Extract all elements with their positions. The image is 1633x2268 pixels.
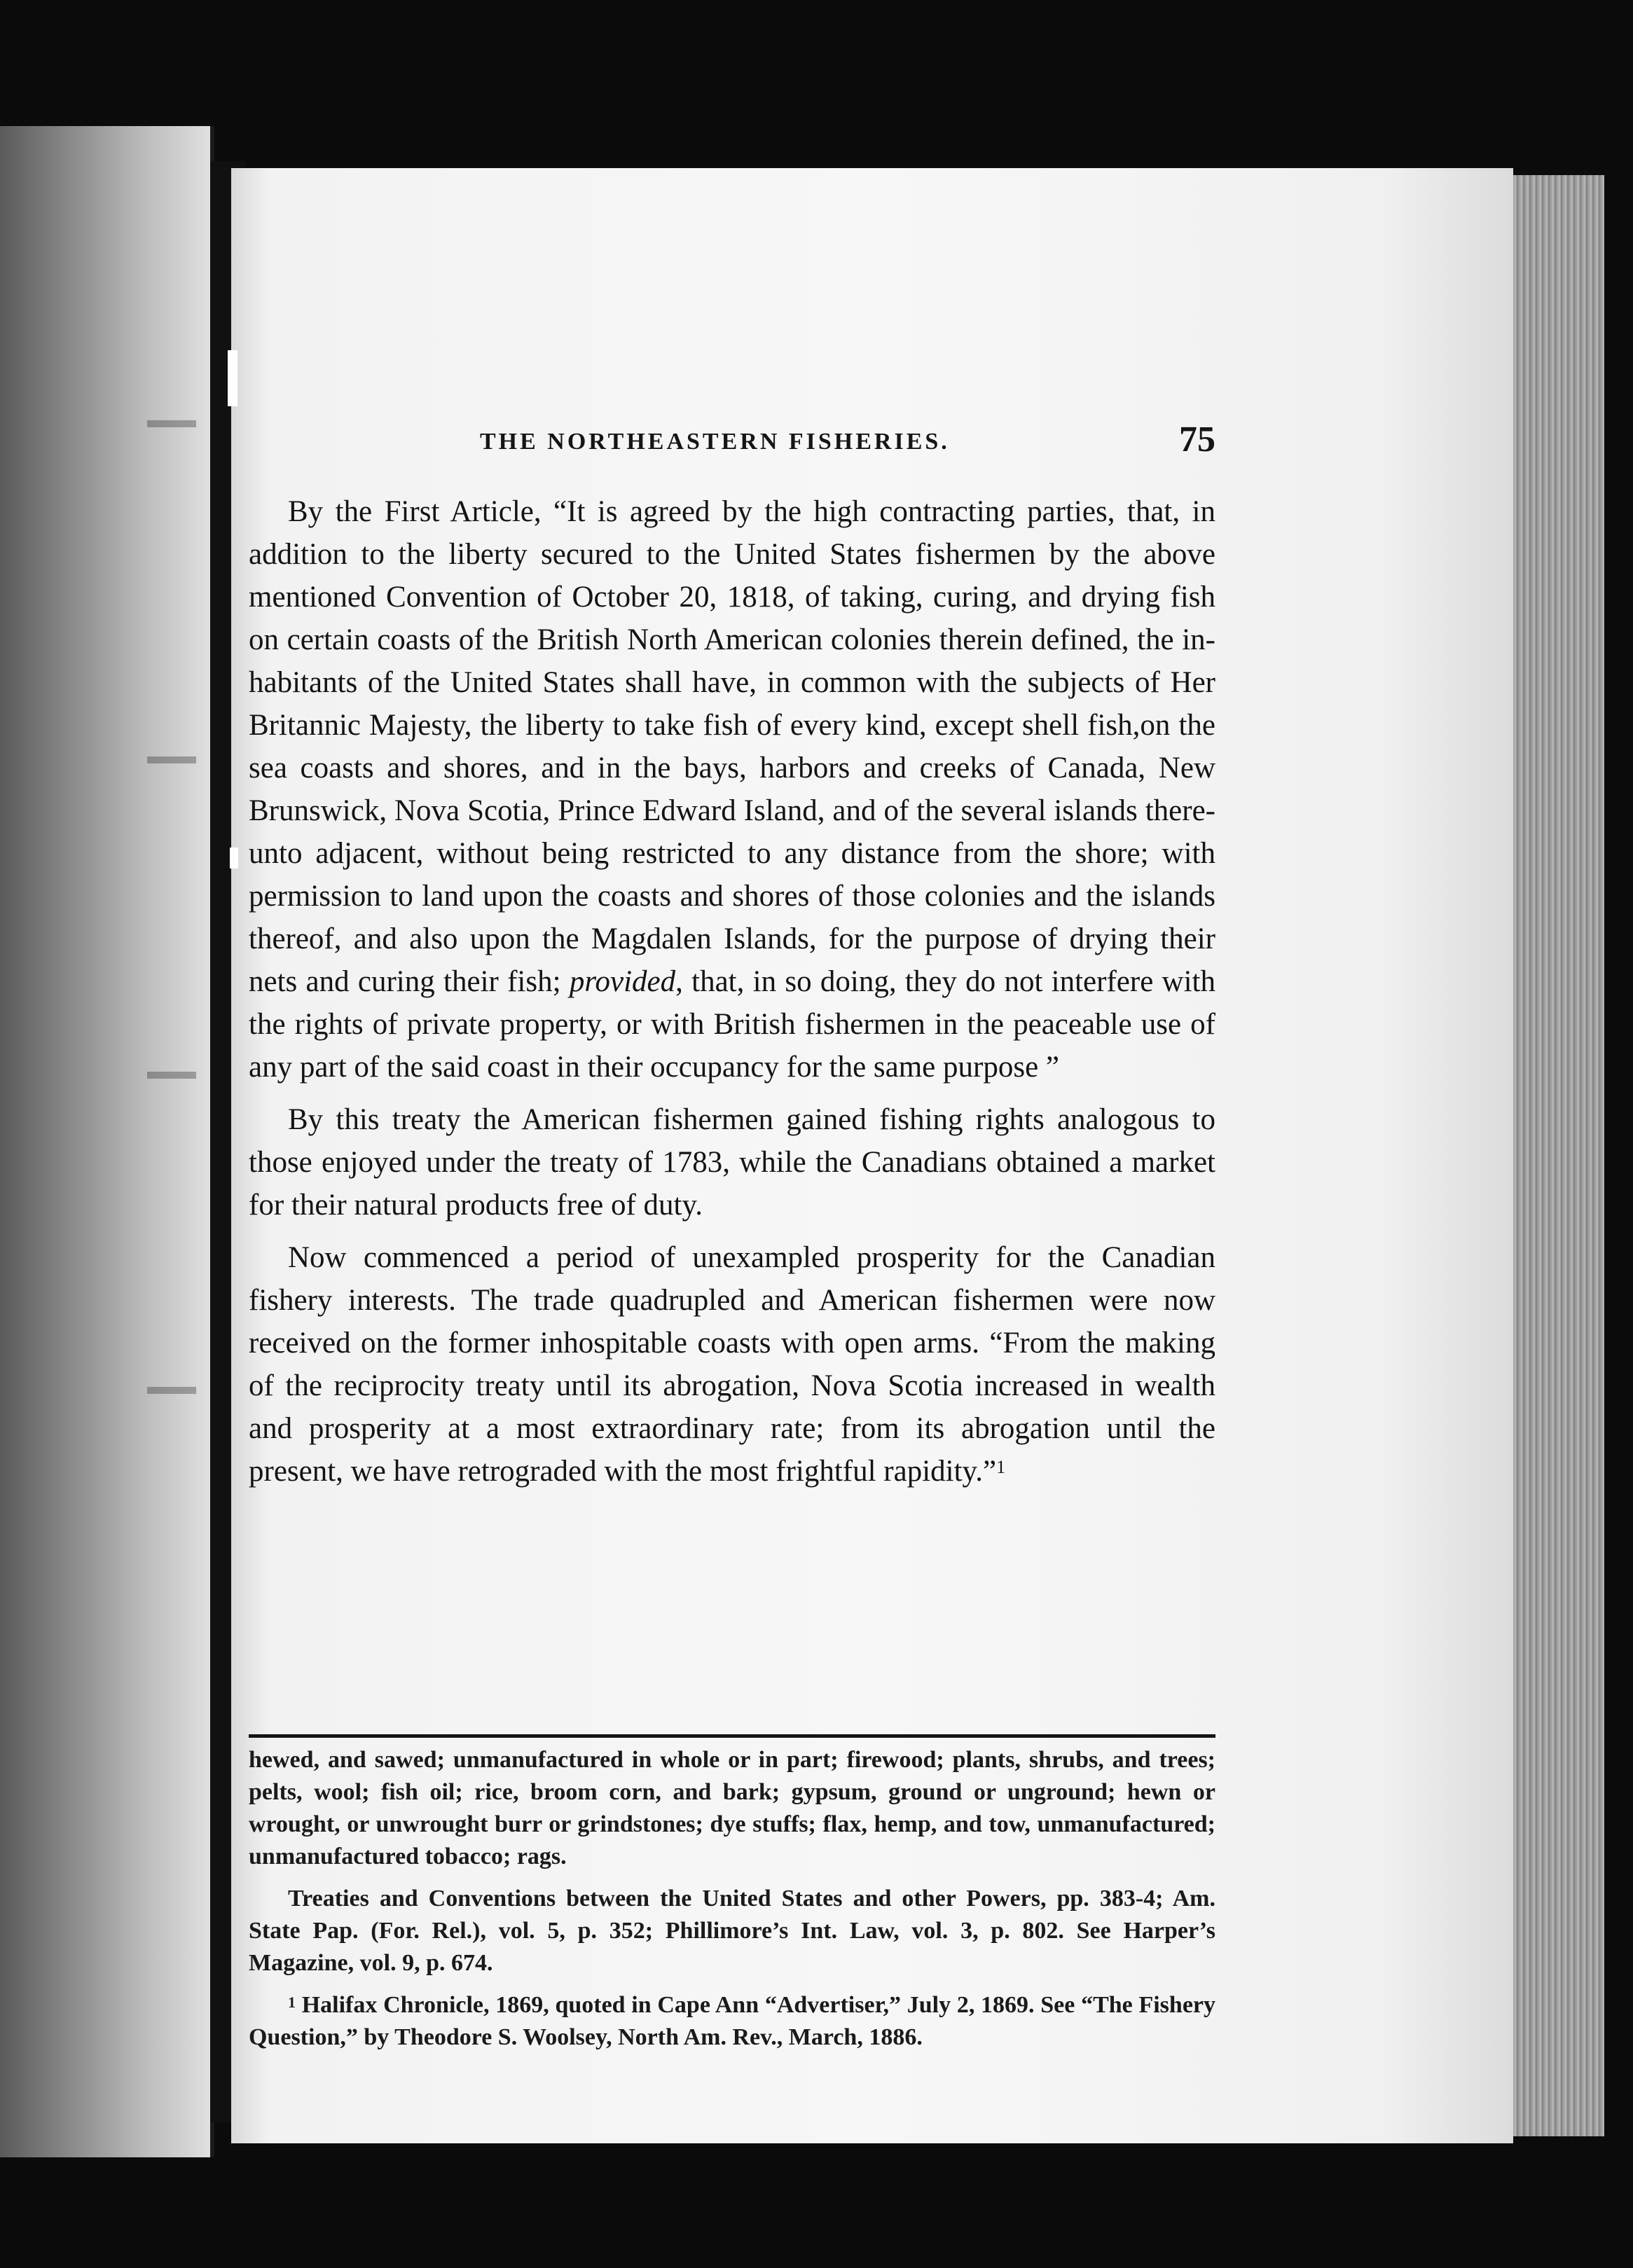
footnote-1 [249,1989,1215,2054]
footnote-rule [249,1734,1215,1738]
paragraph [249,490,1215,1088]
bleed-mark [147,1387,196,1394]
paragraph [249,1236,1215,1493]
body-text [249,490,1215,1502]
footnote-ref: 1 [996,1457,1006,1477]
paragraph-text: By the First Article, “It is agreed by the high contracting parties, that, in addition to the liberty secured to the United States fishermen by the above mentioned Convention of October 20, 1818, of taking, curing, and drying fish on certain coasts of the British North American colonies therein defined, the inhabitants of the United States shall have, in common with the subjects of Her Britannic Majesty, the liberty to take fish of every kind, except shell fish,on the sea coasts and shores, and in the bays, harbors and creeks of Canada, New Brunswick, Nova Scotia, Prince Edward Island, and of the several islands thereunto adjacent, without being restricted to any distance from the shore; with permission to land upon the coasts and shores of those colonies and the islands thereof, and also upon the Magdalen Islands, for the purpose of drying their nets and curing their fish; [249,495,1215,998]
page-number: 75 [1179,420,1215,459]
bleed-mark [147,1072,196,1079]
paragraph-text: Now commenced a period of unexampled prosperity for the Canadian fishery interests. The trade quadrupled and American fishermen were now received on the former inhospitable coasts with open arms. “From the making of the reciprocity treaty until its abrogation, Nova Scotia increased in wealth and prosperity at a most extraordinary rate; from its abrogation until the present, we have retrograded with the most frightful rapidity.” [249,1241,1215,1488]
emphasis-text: provided [569,965,676,998]
scan-speck [230,848,238,869]
footnote-text: Halifax Chronicle, 1869, quoted in Cape Ann “Advertiser,” July 2, 1869. See “The Fishery Question,” by Theodore S. Woolsey, North Am. Rev., March, 1886. [249,1992,1215,2050]
footnote-continuation: hewed, and sawed; unmanufactured in whole or in part; firewood; plants, shrubs, and trees; pelts, wool; fish oil; rice, broom corn, and bark; gypsum, ground or unground; hewn or wrought, or unwrought burr or grindstones; dye stuffs; flax, hemp, and tow, unmanufactured; unmanufactured tobacco; rags. [249,1747,1215,1869]
previous-page-edge [0,126,214,2157]
bleed-mark [147,756,196,763]
footnotes [249,1744,1215,2063]
running-head [249,420,1215,465]
page-edge-stack [1513,175,1604,2136]
footnote-citation: Treaties and Conventions between the United States and other Powers, pp. 383-4; Am. State Pap. (For. Rel.), vol. 5, p. 352; Phillimore’s Int. Law, vol. 3, p. 802. See Harper’s Magazine, vol. 9, p. 674. [249,1886,1215,1976]
footnote-marker: 1 [288,1993,296,2011]
running-title: THE NORTHEASTERN FISHERIES. [480,429,950,455]
bleed-mark [147,420,196,427]
scan-speck [228,350,237,406]
paragraph: By this treaty the American fishermen gained fishing rights analogous to those enjoyed under the treaty of 1783, while the Canadians obtained a market for their natural products free of duty. [249,1103,1215,1222]
paragraph-text: , that, in so doing, they do not interfere with the rights of private property, or with British fishermen in the peaceable use of any part of the said coast in their occupancy for the same purpose ” [249,965,1216,1084]
